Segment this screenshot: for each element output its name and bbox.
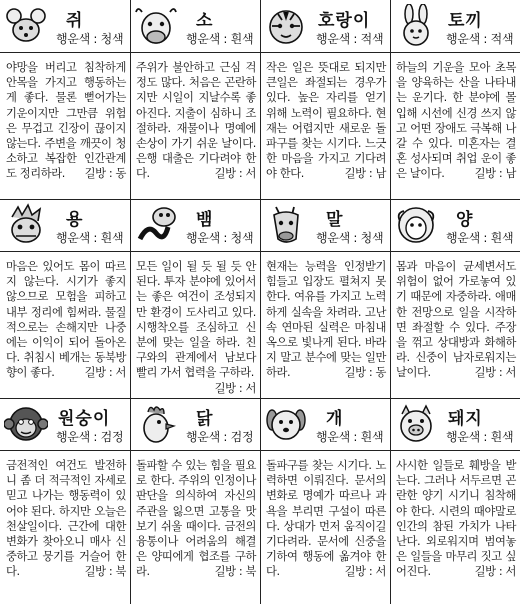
fortune-body: 마음은 있어도 몸이 따르지 않는다. 시기가 좋지 않으므로 모험을 피하고 내부 정리에 힘써라. 물질적으로는 손해지만 나중에는 이익이 되어 돌아온다. 취침시 베개는 동북방향이 좋다. bbox=[6, 260, 126, 380]
lucky-color: 행운색 : 적색 bbox=[446, 32, 514, 46]
fortune-text bbox=[136, 458, 256, 580]
fortune-text bbox=[6, 259, 126, 381]
fortune-text bbox=[6, 458, 126, 580]
dog-icon bbox=[264, 402, 308, 446]
zodiac-name: 토끼 bbox=[448, 11, 483, 31]
snake-icon bbox=[134, 203, 178, 247]
cell-header bbox=[260, 199, 390, 252]
fortune-body: 주위가 불안하고 근심 걱정도 많다. 처음은 곤란하지만 시일이 지날수록 좋아진다. 지출이 심하니 조절하라. 재물이나 명예에 손상이 가기 쉬운 날이다. 은행 대출은 기다려야 한다. bbox=[136, 61, 256, 181]
lucky-color: 행운색 : 검정 bbox=[186, 430, 254, 444]
lucky-direction: 길방 : 서 bbox=[214, 381, 256, 395]
ox-icon bbox=[134, 4, 178, 48]
fortune-text bbox=[266, 458, 386, 580]
zodiac-name: 뱀 bbox=[196, 210, 214, 230]
zodiac-name: 양 bbox=[456, 210, 474, 230]
zodiac-name: 돼지 bbox=[448, 409, 483, 429]
fortune-cell bbox=[130, 398, 260, 604]
fortune-text bbox=[396, 259, 516, 381]
monkey-icon bbox=[4, 402, 48, 446]
grid-divider bbox=[260, 0, 261, 604]
fortune-body: 돌파구를 찾는 시기다. 노력하면 이뤄진다. 문서의 변화로 명예가 따르나 과욕을 부리면 구설이 따른다. 상대가 먼저 움직이길 기다려라. 문서에 신중을 기하여 행동에 옮겨야 한다. bbox=[266, 459, 386, 579]
lucky-direction: 길방 : 서 bbox=[214, 167, 256, 181]
fortune-cell bbox=[390, 199, 520, 398]
fortune-text bbox=[136, 60, 256, 182]
fortune-cell bbox=[390, 398, 520, 604]
cell-header bbox=[390, 199, 520, 252]
cell-header bbox=[130, 199, 260, 252]
grid-divider bbox=[130, 0, 131, 604]
zodiac-name: 쥐 bbox=[66, 11, 84, 31]
lucky-direction: 길방 : 남 bbox=[474, 167, 516, 181]
fortune-body: 야망을 버리고 침착하게 안목을 가지고 행동하는 게 좋다. 물론 뻗어가는 기운이지만 그만큼 위험은 무겁고 긴장이 끊이지 않는다. 주변을 깨끗이 청소하고 복잡한 인간관계도 정리하라. bbox=[6, 61, 126, 181]
lucky-color: 행운색 : 검정 bbox=[56, 430, 124, 444]
zodiac-name: 호랑이 bbox=[318, 11, 371, 31]
rat-icon bbox=[4, 4, 48, 48]
cell-header bbox=[0, 398, 130, 451]
fortune-text bbox=[136, 259, 256, 396]
rooster-icon bbox=[134, 402, 178, 446]
lucky-direction: 길방 : 서 bbox=[474, 366, 516, 380]
zodiac-name: 말 bbox=[326, 210, 344, 230]
fortune-body: 돌파할 수 있는 힘을 필요로 한다. 주위의 인정이나 판단을 의식하여 자신의 주관을 잃으면 고통을 맛보기 쉬울 때이다. 금전의 융통이나 어려움의 해결은 양띠에게 협조를 구하라. bbox=[136, 459, 256, 579]
lucky-color: 행운색 : 청색 bbox=[56, 32, 124, 46]
fortune-cell bbox=[0, 199, 130, 398]
cell-header bbox=[130, 398, 260, 451]
lucky-color: 행운색 : 흰색 bbox=[316, 430, 384, 444]
horse-icon bbox=[264, 203, 308, 247]
cell-header bbox=[0, 0, 130, 53]
grid-divider bbox=[390, 0, 391, 604]
sheep-icon bbox=[394, 203, 438, 247]
lucky-color: 행운색 : 흰색 bbox=[446, 430, 514, 444]
fortune-cell bbox=[0, 0, 130, 199]
lucky-direction: 길방 : 동 bbox=[84, 167, 126, 181]
lucky-color: 행운색 : 흰색 bbox=[186, 32, 254, 46]
zodiac-name: 용 bbox=[66, 210, 84, 230]
lucky-color: 행운색 : 청색 bbox=[316, 231, 384, 245]
zodiac-name: 소 bbox=[196, 11, 214, 31]
cell-header bbox=[0, 199, 130, 252]
lucky-direction: 길방 : 서 bbox=[344, 565, 386, 579]
rabbit-icon bbox=[394, 4, 438, 48]
fortune-cell bbox=[390, 0, 520, 199]
lucky-color: 행운색 : 흰색 bbox=[446, 231, 514, 245]
fortune-cell bbox=[260, 398, 390, 604]
tiger-icon bbox=[264, 4, 308, 48]
grid-divider bbox=[0, 199, 520, 200]
fortune-cell bbox=[260, 0, 390, 199]
dragon-icon bbox=[4, 203, 48, 247]
lucky-color: 행운색 : 적색 bbox=[316, 32, 384, 46]
cell-header bbox=[260, 0, 390, 53]
lucky-direction: 길방 : 북 bbox=[214, 565, 256, 579]
fortune-text bbox=[266, 259, 386, 381]
fortune-cell bbox=[0, 398, 130, 604]
fortune-body: 하늘의 기운을 모아 초목을 양육하는 산을 나타내는 운기다. 한 분야에 몰입해 시선에 신경 쓰지 않고 어떤 장애도 극복해 나갈 수 있다. 미혼자는 결혼 성사되며 취업 운이 좋은 날이다. bbox=[396, 61, 516, 181]
lucky-direction: 길방 : 동 bbox=[344, 366, 386, 380]
lucky-direction: 길방 : 북 bbox=[84, 565, 126, 579]
fortune-text bbox=[6, 60, 126, 182]
fortune-body: 몸과 마음이 균세변서도 위험이 없어 가로놓여 있기 때문에 자중하라. 애매한 전망으로 일을 시작하면 좌절할 수 있다. 주장을 꺾고 상대방과 화해하라. 신중이 남자로워지는 날이다. bbox=[396, 260, 516, 380]
grid-divider bbox=[0, 398, 520, 399]
fortune-text bbox=[396, 60, 516, 182]
zodiac-name: 닭 bbox=[196, 409, 214, 429]
zodiac-name: 원숭이 bbox=[58, 409, 111, 429]
zodiac-name: 개 bbox=[326, 409, 344, 429]
cell-header bbox=[390, 0, 520, 53]
fortune-body: 작은 일은 뜻대로 되지만 큰일은 좌절되는 경우가 있다. 높은 자리를 얻기 위해 노력이 필요하다. 현재는 어렵지만 새로운 돌파구를 찾는 시기다. 느긋한 마음을 가지고 기다려야 한다. bbox=[266, 61, 386, 181]
pig-icon bbox=[394, 402, 438, 446]
fortune-body: 현재는 능력을 인정받기 힘들고 입장도 펼쳐지 못한다. 여유를 가지고 노력하게 실속을 차려라. 고난 속 연마된 실력은 마침내 옥으로 빛나게 된다. 바라지 말고 분수에 맞는 일만 하라. bbox=[266, 260, 386, 380]
fortune-body: 금전적인 여건도 발전하니 좀 더 적극적인 자세로 믿고 나가는 행동력이 있어야 된다. 하지만 오늘은 천살일이다. 근간에 대한 변화가 찾아오니 매사 신중하고 뭉기를 거슬어 한다. bbox=[6, 459, 126, 579]
cell-header bbox=[260, 398, 390, 451]
fortune-text bbox=[396, 458, 516, 580]
fortune-cell bbox=[130, 199, 260, 398]
lucky-color: 행운색 : 흰색 bbox=[56, 231, 124, 245]
fortune-text bbox=[266, 60, 386, 182]
lucky-direction: 길방 : 서 bbox=[84, 366, 126, 380]
fortune-body: 모든 일이 될 듯 될 듯 안 된다. 투자 분야에 있어서는 좋은 여건이 조성되지만 환경이 도사리고 있다. 시행착오를 조심하고 신분에 맞는 일을 하라. 친구와의 관계에서 남보다 빨리 가서 협력을 구하라. bbox=[136, 260, 256, 380]
fortune-cell bbox=[260, 199, 390, 398]
lucky-direction: 길방 : 남 bbox=[344, 167, 386, 181]
fortune-cell bbox=[130, 0, 260, 199]
fortune-body: 사시한 일들로 훼방을 받는다. 그러나 서두르면 곤란한 양기 시기니 침착해야 한다. 시련의 때야말로 인간의 참된 가치가 나타난다. 외로워지며 범여놓은 일들을 마무리 짓고 싶어진다. bbox=[396, 459, 516, 579]
lucky-color: 행운색 : 청색 bbox=[186, 231, 254, 245]
lucky-direction: 길방 : 서 bbox=[474, 565, 516, 579]
cell-header bbox=[130, 0, 260, 53]
cell-header bbox=[390, 398, 520, 451]
